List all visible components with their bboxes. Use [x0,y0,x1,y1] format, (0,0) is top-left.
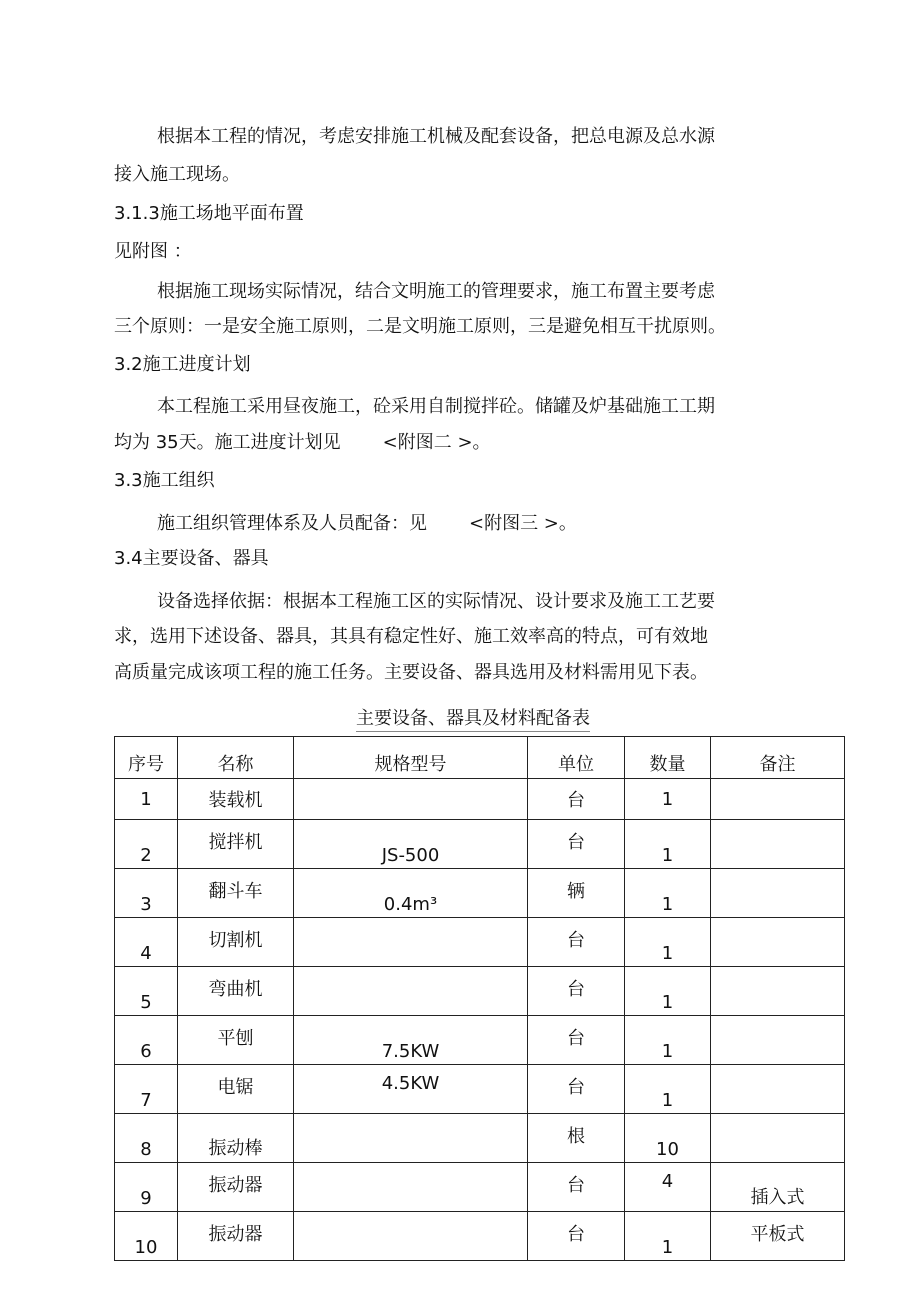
heading-text: 施工组织 [142,470,215,491]
header-unit: 单位 [528,737,625,779]
cell-unit: 辆 [528,869,625,918]
table-row [115,1114,845,1163]
cell-spec [294,967,528,1016]
header-remark: 备注 [711,737,845,779]
attachment-ref: <附图二 >。 [382,432,491,453]
cell-index: 4 [115,918,178,967]
table-row [115,1212,845,1261]
cell-name: 搅拌机 [178,820,294,869]
table-header-row [115,737,845,779]
cell-remark: 平板式 [711,1212,845,1261]
cell-quantity: 1 [625,918,711,967]
cell-quantity: 1 [625,1065,711,1114]
heading-text: 施工场地平面布置 [159,203,304,224]
paragraph-line: 根据本工程的情况，考虑安排施工机械及配套设备，把总电源及总水源 [157,126,715,147]
paragraph-line [157,513,577,535]
cell-name: 振动器 [178,1212,294,1261]
cell-quantity: 1 [625,869,711,918]
section-heading-3-1-3 [114,203,304,225]
cell-remark [711,918,845,967]
table-row [115,1163,845,1212]
cell-spec: JS-500 [294,820,528,869]
paragraph-line: 高质量完成该项工程的施工任务。主要设备、器具选用及材料需用见下表。 [114,662,708,683]
cell-quantity: 1 [625,967,711,1016]
table-row [115,1016,845,1065]
paragraph-line: 见附图 ： [114,241,192,262]
heading-number: 3.4 [114,548,143,569]
cell-spec: 0.4m³ [294,869,528,918]
cell-name: 弯曲机 [178,967,294,1016]
paragraph-line: 根据施工现场实际情况，结合文明施工的管理要求，施工布置主要考虑 [157,281,715,302]
table-caption: 主要设备、器具及材料配备表 [356,708,590,732]
table-row [115,869,845,918]
text-run: 天。施工进度计划见 [178,432,341,453]
cell-spec [294,1163,528,1212]
cell-quantity: 1 [625,1212,711,1261]
cell-quantity: 10 [625,1114,711,1163]
cell-spec: 7.5KW [294,1016,528,1065]
header-index: 序号 [115,737,178,779]
cell-remark [711,1065,845,1114]
text-run: 均为 [114,432,156,453]
heading-number: 3.3 [114,470,143,491]
section-heading-3-4 [114,548,269,570]
cell-index: 7 [115,1065,178,1114]
table-row [115,1065,845,1114]
attachment-ref: <附图三 >。 [469,513,577,534]
cell-index: 6 [115,1016,178,1065]
cell-remark [711,820,845,869]
heading-text: 施工进度计划 [142,354,251,375]
header-quantity: 数量 [625,737,711,779]
cell-spec [294,1114,528,1163]
cell-quantity: 1 [625,820,711,869]
cell-index: 1 [115,779,178,820]
cell-remark [711,967,845,1016]
cell-index: 8 [115,1114,178,1163]
header-spec: 规格型号 [294,737,528,779]
section-heading-3-2 [114,354,251,376]
table-row [115,820,845,869]
text-run: 施工组织管理体系及人员配备：见 [157,513,427,534]
cell-unit: 台 [528,1065,625,1114]
cell-index: 3 [115,869,178,918]
cell-remark [711,869,845,918]
cell-name: 装载机 [178,779,294,820]
table-row [115,967,845,1016]
cell-unit: 台 [528,918,625,967]
cell-quantity: 1 [625,779,711,820]
header-name: 名称 [178,737,294,779]
heading-number: 3.2 [114,354,143,375]
cell-spec [294,918,528,967]
cell-quantity: 1 [625,1016,711,1065]
paragraph-line [114,432,491,454]
table-row [115,918,845,967]
paragraph-line: 求，选用下述设备、器具，其具有稳定性好、施工效率高的特点，可有效地 [114,626,708,647]
cell-unit: 台 [528,1163,625,1212]
cell-unit: 台 [528,779,625,820]
cell-name: 平刨 [178,1016,294,1065]
cell-name: 振动棒 [178,1114,294,1163]
cell-unit: 台 [528,1016,625,1065]
cell-remark: 插入式 [711,1163,845,1212]
cell-name: 翻斗车 [178,869,294,918]
cell-name: 振动器 [178,1163,294,1212]
cell-index: 2 [115,820,178,869]
cell-name: 切割机 [178,918,294,967]
cell-spec [294,1212,528,1261]
cell-quantity: 4 [625,1163,711,1212]
cell-unit: 台 [528,967,625,1016]
paragraph-line: 三个原则：一是安全施工原则，二是文明施工原则，三是避免相互干扰原则。 [114,316,726,337]
equipment-table [114,736,845,1261]
cell-remark [711,1114,845,1163]
paragraph-line: 接入施工现场。 [114,164,240,185]
cell-remark [711,1016,845,1065]
cell-index: 9 [115,1163,178,1212]
section-heading-3-3 [114,470,215,492]
heading-number: 3.1.3 [114,203,160,224]
cell-index: 5 [115,967,178,1016]
table-row [115,779,845,820]
paragraph-line: 本工程施工采用昼夜施工，砼采用自制搅拌砼。储罐及炉基础施工工期 [157,396,715,417]
cell-remark [711,779,845,820]
cell-unit: 根 [528,1114,625,1163]
cell-unit: 台 [528,820,625,869]
cell-spec [294,779,528,820]
cell-name: 电锯 [178,1065,294,1114]
cell-index: 10 [115,1212,178,1261]
duration-number: 35 [155,432,179,453]
cell-spec: 4.5KW [294,1065,528,1114]
cell-unit: 台 [528,1212,625,1261]
paragraph-line: 设备选择依据：根据本工程施工区的实际情况、设计要求及施工工艺要 [157,591,715,612]
heading-text: 主要设备、器具 [142,548,269,569]
